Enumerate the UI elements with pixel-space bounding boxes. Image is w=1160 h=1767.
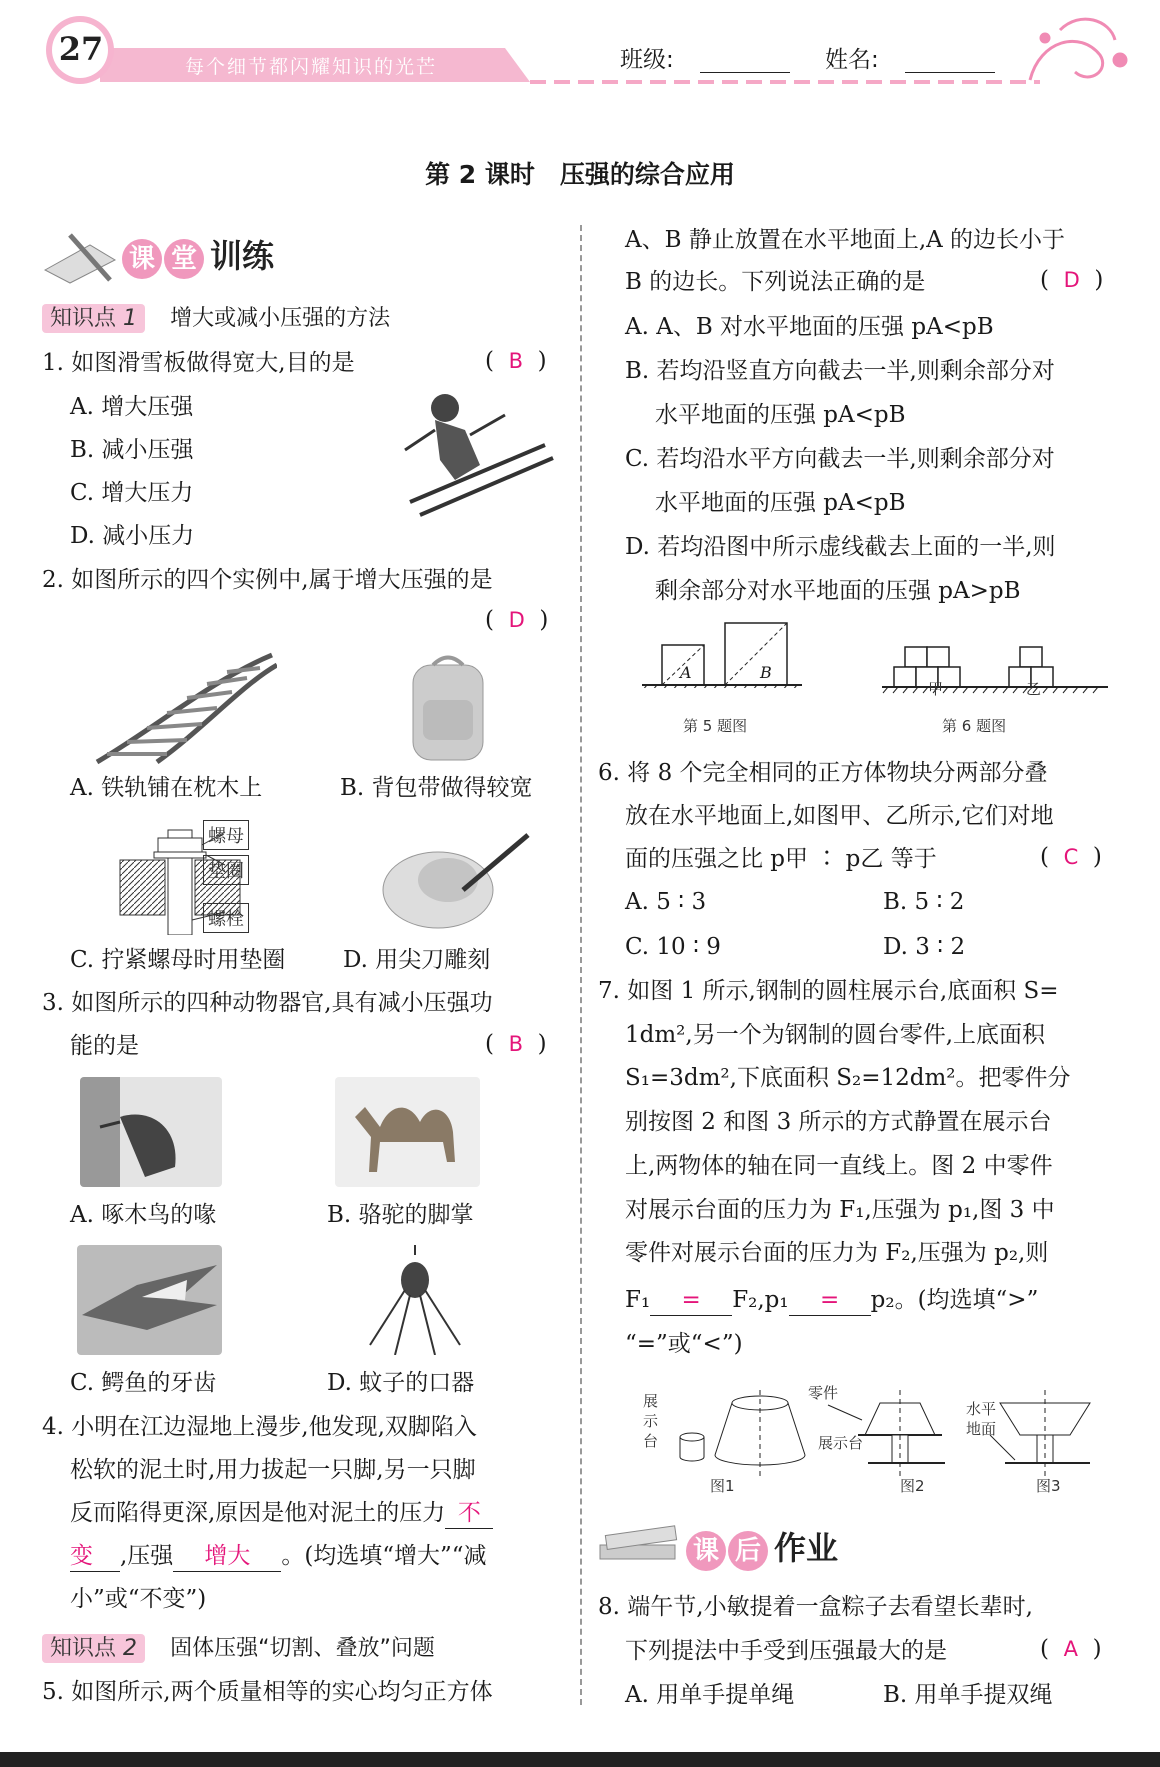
q3-answer: B [508, 1032, 524, 1056]
homework-title: 作业 [774, 1529, 839, 1567]
q6-figure-caption: 第 6 题图 [942, 717, 1007, 735]
q5-figure-caption: 第 5 题图 [683, 717, 748, 735]
q7-line-8: F₁ = F₂,p₁ = p₂。(均选填“>” [625, 1285, 1038, 1316]
q3-stem-2: 能的是 [70, 1033, 139, 1059]
q8-line-1: 8. 端午节,小敏提着一盒粽子去看望长辈时, [598, 1594, 1033, 1620]
q1-answer-bracket: ( B ) [485, 348, 547, 374]
q7-line-3: S₁=3dm²,下底面积 S₂=12dm²。把零件分 [625, 1065, 1071, 1091]
q4-line-5: 小”或“不变”) [70, 1586, 207, 1612]
fig-label-stand-h: 展示台 [818, 1434, 864, 1452]
q6-answer: C [1063, 845, 1079, 869]
q8-line-2: 下列提法中手受到压强最大的是 [625, 1638, 947, 1664]
mosquito-image [360, 1245, 470, 1355]
q1-option-d: D. 减小压力 [70, 523, 195, 549]
knife-carving-image [368, 820, 533, 932]
q7-line-9: “=”或“<”) [625, 1331, 743, 1357]
header-slogan: 每个细节都闪耀知识的光芒 [185, 56, 438, 78]
header [0, 0, 1160, 90]
header-banner [0, 0, 1160, 90]
q7-figures [640, 1385, 1100, 1485]
q4-line-3: 反而陷得更深,原因是他对泥土的压力 不 [70, 1498, 493, 1529]
backpack-image [405, 650, 490, 765]
q6-option-c: C. 10 ∶ 9 [625, 934, 721, 960]
q4-line-1: 4. 小明在江边湿地上漫步,他发现,双脚陷入 [42, 1414, 477, 1440]
q1-option-a: A. 增大压强 [70, 394, 194, 420]
q7-answer-1[interactable]: = [650, 1285, 732, 1316]
page-number: 27 [58, 30, 104, 68]
section-bubble-1: 课 [122, 239, 162, 279]
floral-ornament-icon [1030, 19, 1126, 80]
q8-option-a: A. 用单手提单绳 [625, 1682, 795, 1708]
q3-answer-bracket: ( B ) [485, 1031, 547, 1057]
q6-answer-bracket: ( C ) [1040, 844, 1102, 870]
page-title: 第 2 课时 压强的综合应用 [425, 160, 735, 189]
q4-answer-2[interactable]: 增大 [173, 1541, 281, 1572]
q3-stem-1: 3. 如图所示的四种动物器官,具有减小压强功 [42, 990, 493, 1016]
q5-line-3: B 的边长。下列说法正确的是 [625, 269, 926, 295]
fig-label-stand-2: 示 [643, 1412, 659, 1430]
notebook-pen-icon [40, 225, 120, 285]
q5-label-a: A [680, 663, 692, 682]
skier-image [395, 390, 555, 520]
q7-line-1: 7. 如图 1 所示,钢制的圆柱展示台,底面积 S= [598, 978, 1059, 1004]
q2-answer-bracket: ( D ) [485, 607, 549, 633]
q5-option-c-1: C. 若均沿水平方向截去一半,则剩余部分对 [625, 446, 1055, 472]
fig-label-part: 零件 [808, 1384, 839, 1402]
fig-label-stand-1: 展 [643, 1392, 659, 1410]
q6-option-d: D. 3 ∶ 2 [883, 934, 966, 960]
kp2-title: 固体压强“切割、叠放”问题 [170, 1636, 435, 1661]
woodpecker-image [80, 1077, 222, 1187]
q3-option-c: C. 鳄鱼的牙齿 [70, 1370, 217, 1396]
q6-figure [880, 625, 1110, 695]
kp1 [42, 301, 390, 332]
stacked-books-icon [598, 1515, 683, 1575]
q7-line-6: 对展示台面的压力为 F₁,压强为 p₁,图 3 中 [625, 1197, 1055, 1223]
label-nut: 螺母 [203, 820, 249, 850]
q6-label-yi: 乙 [1026, 680, 1042, 698]
camel-image [335, 1077, 480, 1187]
label-bolt: 螺栓 [203, 903, 249, 933]
section-title: 训练 [210, 237, 275, 275]
q4-answer-1b[interactable]: 变 [70, 1541, 120, 1572]
q5-option-a: A. A、B 对水平地面的压强 pA<pB [625, 314, 994, 340]
q8-answer: A [1063, 1637, 1078, 1661]
q7-line-7: 零件对展示台面的压力为 F₂,压强为 p₂,则 [625, 1240, 1049, 1266]
kp2 [42, 1631, 435, 1662]
q5-answer-bracket: ( D ) [1040, 267, 1104, 293]
class-label: 班级: [620, 47, 674, 73]
fig-label-stand-3: 台 [643, 1432, 659, 1450]
q6-line-3: 面的压强之比 p甲 ∶ p乙 等于 [625, 846, 937, 872]
q5-option-d-2: 剩余部分对水平地面的压强 pA>pB [655, 578, 1021, 604]
q4-line-4: 变 ,压强 增大 。(均选填“增大”“减 [70, 1541, 487, 1572]
q7-line-2: 1dm²,另一个为钢制的圆台零件,上底面积 [625, 1022, 1046, 1048]
section-bubble-2: 堂 [164, 239, 204, 279]
class-field[interactable] [700, 72, 790, 73]
name-label: 姓名: [825, 47, 879, 73]
q5-line-2: A、B 静止放置在水平地面上,A 的边长小于 [625, 227, 1066, 253]
q7-line-4: 别按图 2 和图 3 所示的方式静置在展示台 [625, 1109, 1052, 1135]
q1-stem: 1. 如图滑雪板做得宽大,目的是 [42, 350, 355, 376]
q3-option-a: A. 啄木鸟的喙 [70, 1202, 217, 1228]
q4-line-2: 松软的泥土时,用力拔起一只脚,另一只脚 [70, 1457, 476, 1483]
q5-option-d-1: D. 若均沿图中所示虚线截去上面的一半,则 [625, 534, 1056, 560]
q2-option-a: A. 铁轨铺在枕木上 [70, 775, 263, 801]
q5-figure [637, 618, 807, 688]
fig-label-ground-2: 地面 [966, 1420, 997, 1438]
kp2-tag: 知识点 2 [42, 1634, 145, 1663]
kp1-title: 增大或减小压强的方法 [170, 306, 391, 331]
q4-answer-1a[interactable]: 不 [445, 1498, 493, 1529]
q7-answer-2[interactable]: = [789, 1285, 871, 1316]
railway-track-image [92, 650, 277, 765]
q8-answer-bracket: ( A ) [1040, 1636, 1102, 1662]
q3-option-b: B. 骆驼的脚掌 [327, 1202, 474, 1228]
q5-option-c-2: 水平地面的压强 pA<pB [655, 490, 906, 516]
q7-line-5: 上,两物体的轴在同一直线上。图 2 中零件 [625, 1153, 1053, 1179]
q1-option-b: B. 减小压强 [70, 437, 194, 463]
q2-stem: 2. 如图所示的四个实例中,属于增大压强的是 [42, 567, 493, 593]
q5-line-1: 5. 如图所示,两个质量相等的实心均匀正方体 [42, 1679, 493, 1705]
q5-label-b: B [760, 663, 772, 682]
q5-option-b-1: B. 若均沿竖直方向截去一半,则剩余部分对 [625, 358, 1055, 384]
q2-answer: D [508, 608, 525, 632]
fig-label-ground-1: 水平 [966, 1400, 997, 1418]
homework-bubble-2: 后 [728, 1531, 768, 1571]
q1-option-c: C. 增大压力 [70, 480, 194, 506]
label-washer: 垫圈 [203, 855, 249, 885]
fig-caption-3: 图3 [1036, 1477, 1061, 1495]
q6-line-1: 6. 将 8 个完全相同的正方体物块分两部分叠 [598, 760, 1048, 786]
q6-line-2: 放在水平地面上,如图甲、乙所示,它们对地 [625, 803, 1054, 829]
kp1-tag: 知识点 1 [42, 304, 145, 333]
crocodile-image [77, 1245, 222, 1355]
q6-label-jia: 甲 [928, 680, 944, 698]
fig-caption-1: 图1 [710, 1477, 735, 1495]
q5-option-b-2: 水平地面的压强 pA<pB [655, 402, 906, 428]
name-field[interactable] [905, 72, 995, 73]
q6-option-b: B. 5 ∶ 2 [883, 889, 965, 915]
q8-option-b: B. 用单手提双绳 [883, 1682, 1053, 1708]
homework-bubble-1: 课 [686, 1531, 726, 1571]
q3-option-d: D. 蚊子的口器 [327, 1370, 475, 1396]
column-divider [580, 225, 582, 1705]
q1-answer: B [508, 349, 524, 373]
q6-option-a: A. 5 ∶ 3 [625, 889, 707, 915]
q5-answer: D [1063, 268, 1080, 292]
bottom-bar [0, 1752, 1160, 1767]
q2-option-d: D. 用尖刀雕刻 [343, 947, 491, 973]
q2-option-c: C. 拧紧螺母时用垫圈 [70, 947, 286, 973]
q2-option-b: B. 背包带做得较宽 [340, 775, 533, 801]
fig-caption-2: 图2 [900, 1477, 925, 1495]
